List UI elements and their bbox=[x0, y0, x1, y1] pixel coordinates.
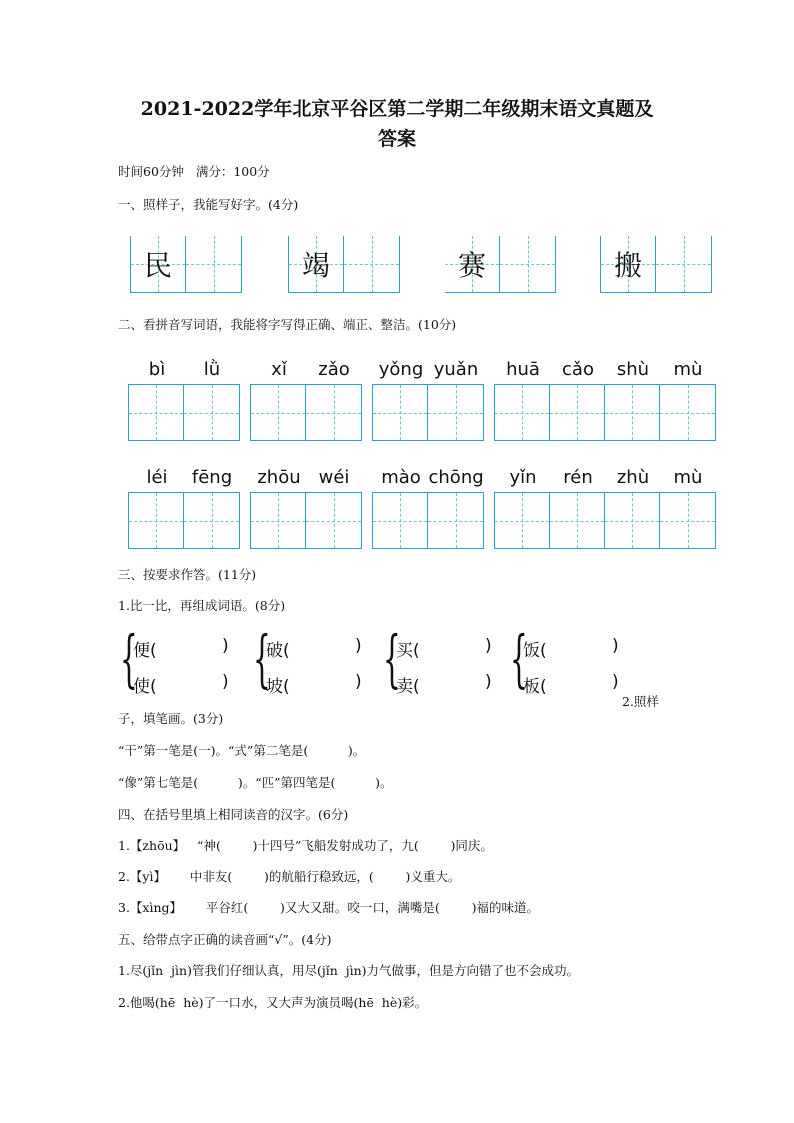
exam-meta: 时间60分钟 满分：100分 bbox=[118, 164, 270, 179]
pinyin-label: wéi bbox=[318, 467, 350, 488]
writing-grid[interactable] bbox=[250, 384, 362, 441]
section4-item: 2.【yì】 中非友( )的航船行稳致远，( )义重大。 bbox=[118, 869, 461, 884]
answer-blank-close[interactable]: ) bbox=[485, 636, 492, 656]
writing-cell[interactable] bbox=[428, 493, 483, 548]
brace-icon: { bbox=[120, 622, 138, 695]
pinyin-label: yǒng bbox=[378, 359, 424, 380]
compare-char: 卖( bbox=[396, 677, 420, 697]
writing-grid[interactable] bbox=[494, 492, 716, 549]
char-grid bbox=[445, 236, 556, 293]
writing-cell[interactable] bbox=[550, 385, 605, 440]
pinyin-label: zǎo bbox=[318, 359, 350, 380]
section4-item: 1.【zhōu】 “神( )十四号”飞船发射成功了，九( )同庆。 bbox=[118, 838, 493, 853]
section3-q1: 1.比一比，再组成词语。(8分) bbox=[118, 598, 286, 613]
pinyin-label: bì bbox=[148, 359, 166, 380]
section4-heading: 四、在括号里填上相同读音的汉字。(6分) bbox=[118, 807, 349, 822]
compare-char: 破( bbox=[266, 641, 290, 661]
section5-item: 2.他喝(hē hè)了一口水，又大声为演员喝(hē hè)彩。 bbox=[118, 995, 428, 1010]
writing-grid[interactable] bbox=[494, 384, 716, 441]
section4-item: 3.【xìng】 平谷红( )又大又甜。咬一口，满嘴是( )福的味道。 bbox=[118, 900, 539, 915]
title-line1: 2021-2022学年北京平谷区第二学期二年级期末语文真题及 bbox=[140, 98, 654, 120]
compare-char: 板( bbox=[523, 677, 547, 697]
answer-blank-close[interactable]: ) bbox=[222, 672, 229, 692]
compare-char: 使( bbox=[133, 677, 157, 697]
section5-heading: 五、给带点字正确的读音画“√”。(4分) bbox=[118, 932, 332, 947]
writing-cell[interactable] bbox=[373, 493, 428, 548]
writing-cell[interactable] bbox=[251, 385, 306, 440]
pinyin-label: mào bbox=[381, 467, 421, 488]
char-grid bbox=[600, 236, 712, 293]
pinyin-label: zhù bbox=[616, 467, 650, 488]
writing-cell[interactable] bbox=[129, 385, 184, 440]
section5-item: 1.尽(jǐn jìn)管我们仔细认真，用尽(jǐn jìn)力气做事，但是方向错了也不会成功。 bbox=[118, 963, 580, 978]
pinyin-label: yuǎn bbox=[433, 359, 479, 380]
section2-heading: 二、看拼音写词语，我能将字写得正确、端正、整洁。(10分) bbox=[118, 317, 457, 332]
char-grid bbox=[130, 236, 242, 293]
writing-cell[interactable] bbox=[428, 385, 483, 440]
compare-char: 坡( bbox=[266, 677, 290, 697]
pinyin-label: huā bbox=[506, 359, 540, 380]
section3-heading: 三、按要求作答。(11分) bbox=[118, 567, 257, 582]
writing-cell[interactable] bbox=[306, 385, 361, 440]
section3-q2-start: 2.照样 bbox=[622, 694, 659, 709]
compare-char: 饭( bbox=[523, 641, 547, 661]
pinyin-label: chōng bbox=[428, 467, 484, 488]
example-char: 赛 bbox=[457, 249, 486, 282]
section3-q2-rest: 子，填笔画。(3分) bbox=[118, 711, 224, 726]
writing-cell[interactable] bbox=[495, 493, 550, 548]
pinyin-label: rén bbox=[563, 467, 593, 488]
brace-icon: { bbox=[510, 622, 528, 695]
answer-blank-close[interactable]: ) bbox=[355, 636, 362, 656]
brace-icon: { bbox=[253, 622, 271, 695]
pinyin-label: léi bbox=[146, 467, 168, 488]
example-char: 搬 bbox=[613, 249, 642, 282]
stroke-line-2: “像”第七笔是( )。“匹”第四笔是( )。 bbox=[118, 775, 393, 790]
writing-grid[interactable] bbox=[372, 384, 484, 441]
brace-icon: { bbox=[383, 622, 401, 695]
section1-heading: 一、照样子，我能写好字。(4分) bbox=[118, 197, 299, 212]
pinyin-label: zhōu bbox=[257, 467, 301, 488]
answer-blank-close[interactable]: ) bbox=[612, 672, 619, 692]
compare-char: 买( bbox=[396, 641, 420, 661]
pinyin-label: mù bbox=[673, 467, 703, 488]
example-char: 竭 bbox=[301, 249, 330, 282]
writing-grid[interactable] bbox=[250, 492, 362, 549]
pinyin-label: fēng bbox=[191, 467, 233, 488]
writing-grid[interactable] bbox=[128, 384, 240, 441]
pinyin-label: cǎo bbox=[562, 359, 594, 380]
answer-blank-close[interactable]: ) bbox=[612, 636, 619, 656]
stroke-line-1: “干”第一笔是(一)。“式”第二笔是( )。 bbox=[118, 743, 366, 758]
writing-cell[interactable] bbox=[605, 385, 660, 440]
pinyin-label: xǐ bbox=[271, 359, 287, 380]
writing-cell[interactable] bbox=[129, 493, 184, 548]
answer-blank-close[interactable]: ) bbox=[355, 672, 362, 692]
writing-cell[interactable] bbox=[550, 493, 605, 548]
pinyin-label: shù bbox=[616, 359, 650, 380]
writing-grid[interactable] bbox=[128, 492, 240, 549]
example-char: 民 bbox=[143, 249, 172, 282]
writing-cell[interactable] bbox=[660, 385, 715, 440]
writing-cell[interactable] bbox=[184, 385, 239, 440]
title-line2: 答案 bbox=[377, 128, 416, 150]
answer-blank-close[interactable]: ) bbox=[485, 672, 492, 692]
compare-char: 便( bbox=[133, 641, 157, 661]
pinyin-label: mù bbox=[673, 359, 703, 380]
writing-cell[interactable] bbox=[184, 493, 239, 548]
writing-cell[interactable] bbox=[251, 493, 306, 548]
char-grid bbox=[288, 236, 400, 293]
writing-grid[interactable] bbox=[372, 492, 484, 549]
pinyin-label: lǜ bbox=[203, 359, 221, 380]
writing-cell[interactable] bbox=[495, 385, 550, 440]
pinyin-label: yǐn bbox=[509, 467, 537, 488]
writing-cell[interactable] bbox=[605, 493, 660, 548]
writing-cell[interactable] bbox=[306, 493, 361, 548]
answer-blank-close[interactable]: ) bbox=[222, 636, 229, 656]
writing-cell[interactable] bbox=[660, 493, 715, 548]
writing-cell[interactable] bbox=[373, 385, 428, 440]
